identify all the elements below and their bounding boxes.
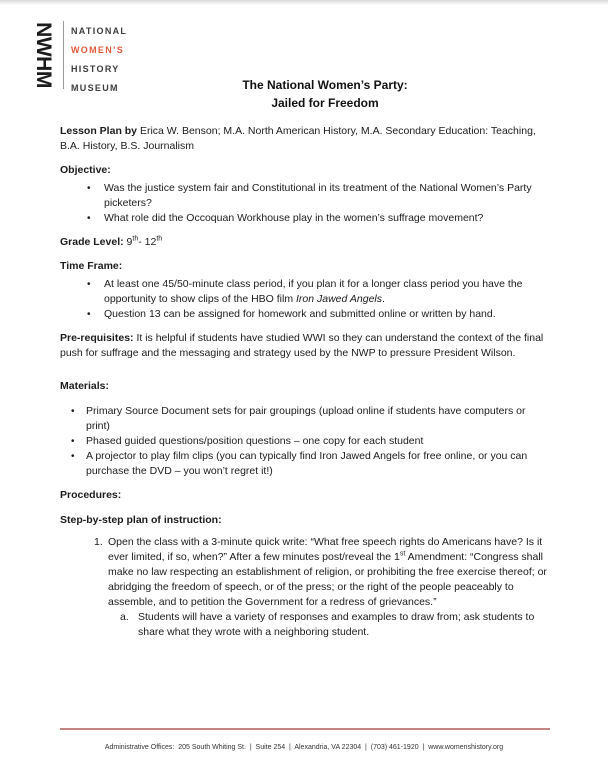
footer-divider bbox=[60, 728, 550, 730]
logo-word-history: HISTORY bbox=[71, 64, 120, 74]
grade-level-label: Grade Level: bbox=[60, 236, 127, 248]
procedures-heading: Procedures: bbox=[60, 489, 122, 501]
logo-word-womens: WOMEN’S bbox=[71, 45, 125, 55]
objective-heading: Objective: bbox=[60, 164, 111, 176]
document-title bbox=[100, 76, 550, 112]
title-line-1: The National Women’s Party: bbox=[242, 78, 408, 92]
list-item bbox=[60, 181, 550, 211]
step-text bbox=[108, 536, 547, 608]
substep-text: Students will have a variety of responses and examples to draw from; ask students to share what they wrote with a neighboring student. bbox=[138, 611, 535, 638]
list-item-text: What role did the Occoquan Workhouse play in the women’s suffrage movement? bbox=[104, 212, 484, 224]
list-item bbox=[60, 434, 550, 449]
list-item-text bbox=[104, 278, 523, 305]
title-line-2: Jailed for Freedom bbox=[271, 96, 379, 110]
objective-list bbox=[60, 181, 550, 226]
page-top-edge bbox=[0, 0, 608, 5]
logo-word-national: NATIONAL bbox=[71, 26, 128, 36]
logo-word-museum: MUSEUM bbox=[71, 83, 119, 93]
prerequisites-text: It is helpful if students have studied WWI so they can understand the context of the final push for suffrage and the messaging and strategy used by the NWP to pressure President Wilson. bbox=[60, 332, 544, 359]
logo-divider bbox=[63, 21, 64, 89]
list-item bbox=[60, 277, 550, 307]
byline-text: Erica W. Benson; M.A. North American History, M.A. Secondary Education: Teaching, B.A. History, B.S. Journalism bbox=[60, 125, 536, 152]
list-item bbox=[60, 307, 550, 322]
numbered-step bbox=[60, 535, 550, 610]
grade-level-value bbox=[127, 236, 163, 248]
materials-heading: Materials: bbox=[60, 380, 110, 392]
steps-list bbox=[60, 535, 550, 640]
bullet-icon: • bbox=[71, 406, 75, 417]
list-item-text: Phased guided questions/position questions – one copy for each student bbox=[86, 435, 424, 447]
bullet-icon: • bbox=[87, 309, 91, 320]
nwhm-logo-mark bbox=[30, 18, 56, 92]
step-number: 1. bbox=[94, 536, 103, 548]
list-item-text: A projector to play film clips (you can typically find Iron Jawed Angels for free online, or you can purchase the DVD – you won’t regret it!) bbox=[86, 450, 528, 477]
document-body bbox=[60, 124, 550, 640]
step-text-start: Open the class with a 3-minute quick write: “What free speech rights do Americans have? Is it ever limited, if so, when?” After a few minutes post/reveal the 1 bbox=[108, 536, 543, 563]
time-frame-heading: Time Frame: bbox=[60, 260, 123, 272]
bullet-icon: • bbox=[87, 279, 91, 290]
film-title: Iron Jawed Angels bbox=[296, 293, 382, 305]
bullet-icon: • bbox=[87, 183, 91, 194]
substep-letter: a. bbox=[120, 611, 129, 623]
grade-level bbox=[60, 235, 550, 250]
step-text-end: Amendment: “Congress shall make no law respecting an establishment of religion, or prohibiting the free exercise thereof; or abridging the freedom of speech, or of the press; or the right of the people peaceably to assemble, and to petition the Government for a redress of grievances.” bbox=[108, 551, 547, 608]
steps-heading: Step-by-step plan of instruction: bbox=[60, 514, 222, 526]
list-item-text: Question 13 can be assigned for homework and submitted online or written by hand. bbox=[104, 308, 496, 320]
byline bbox=[60, 124, 550, 154]
grade-num-end: - 12 bbox=[138, 236, 157, 248]
nwhm-logo-mark-text: NWHM bbox=[32, 22, 55, 88]
list-item-text: Was the justice system fair and Constitutional in its treatment of the National Women’s Party picketers? bbox=[104, 182, 532, 209]
time-frame-text: At least one 45/50-minute class period, if you plan it for a longer class period you have the opportunity to show clips of the HBO film bbox=[104, 278, 523, 305]
byline-label: Lesson Plan by bbox=[60, 125, 140, 137]
footer-address: Administrative Offices: 205 South Whiting St. | Suite 254 | Alexandria, VA 22304 | (703) 461-1920 | www.womenshistory.org bbox=[104, 744, 504, 751]
bullet-icon: • bbox=[71, 451, 75, 462]
grade-ordinal-start: th bbox=[132, 235, 139, 243]
grade-ordinal-end: th bbox=[156, 235, 163, 243]
time-frame-text-end: . bbox=[382, 293, 385, 305]
bullet-icon: • bbox=[87, 213, 91, 224]
lettered-substep bbox=[60, 610, 550, 640]
bullet-icon: • bbox=[71, 436, 75, 447]
list-item bbox=[60, 404, 550, 434]
grade-num-start: 9 bbox=[126, 236, 133, 248]
list-item-text: Primary Source Document sets for pair groupings (upload online if students have computers or print) bbox=[86, 405, 526, 432]
time-frame-list bbox=[60, 277, 550, 322]
step-ordinal: st bbox=[399, 550, 406, 558]
list-item bbox=[60, 449, 550, 479]
list-item bbox=[60, 211, 550, 226]
prerequisites-label: Pre-requisites: bbox=[60, 332, 137, 344]
materials-list bbox=[60, 404, 550, 479]
prerequisites bbox=[60, 331, 550, 361]
